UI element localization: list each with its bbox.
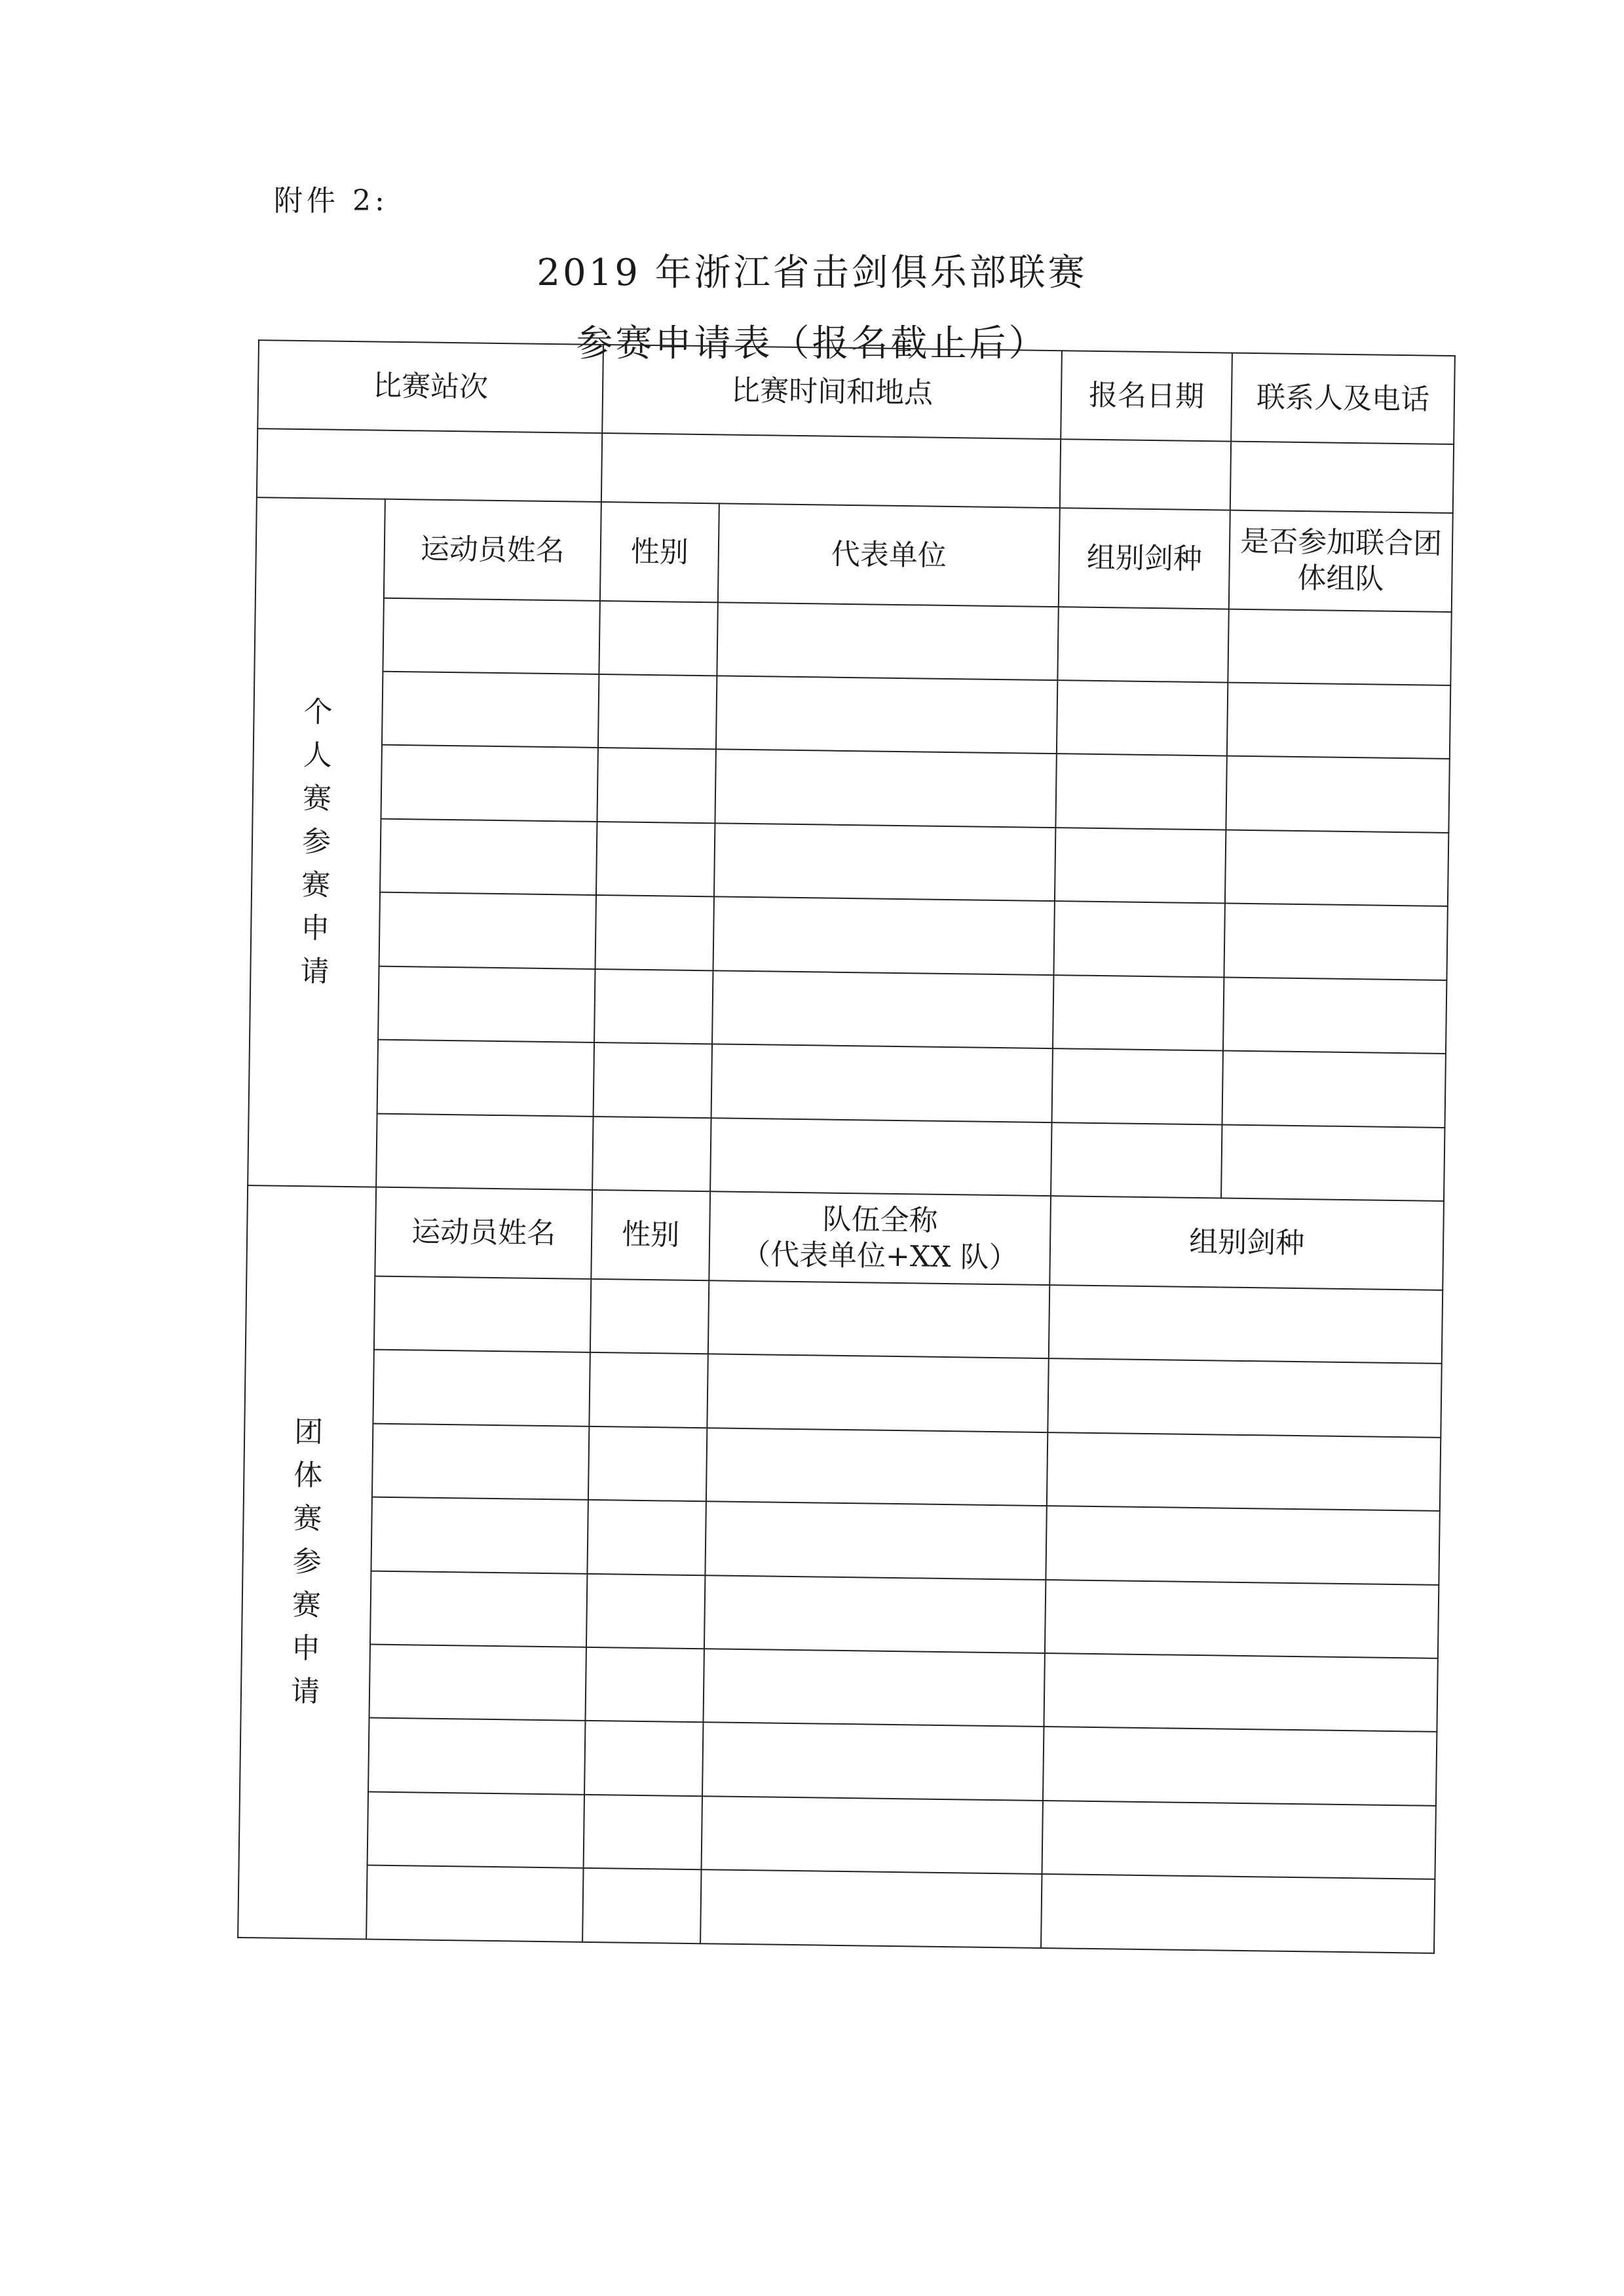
ind-joint-team-cell[interactable] <box>1225 830 1448 906</box>
team-name-cell[interactable] <box>366 1866 583 1942</box>
time-place-header: 比赛时间和地点 <box>602 345 1062 440</box>
ind-gender-cell[interactable] <box>595 895 714 970</box>
ind-group-weapon-cell[interactable] <box>1057 607 1228 683</box>
ind-joint-team-cell[interactable] <box>1222 1051 1446 1128</box>
individual-section-text: 个人赛参赛申请 <box>300 695 333 989</box>
team-name-header: 运动员姓名 <box>375 1187 592 1279</box>
contact-header: 联系人及电话 <box>1231 353 1455 445</box>
ind-name-cell[interactable] <box>376 1113 593 1190</box>
team-gender-cell[interactable] <box>585 1647 704 1723</box>
team-group-weapon-cell[interactable] <box>1044 1653 1437 1732</box>
signup-date-cell[interactable] <box>1060 440 1231 510</box>
ind-gender-cell[interactable] <box>594 1043 712 1118</box>
team-group-weapon-cell[interactable] <box>1045 1580 1439 1658</box>
team-gender-cell[interactable] <box>587 1500 706 1575</box>
team-name-cell[interactable] <box>371 1497 588 1574</box>
team-gender-header <box>591 1190 710 1280</box>
ind-group-weapon-cell[interactable] <box>1053 975 1224 1051</box>
team-gender-cell[interactable] <box>582 1868 701 1943</box>
ind-joint-team-cell[interactable] <box>1227 683 1450 759</box>
form-title: 2019 年浙江省击剑俱乐部联赛 <box>537 252 1087 294</box>
team-gender-cell[interactable] <box>588 1426 707 1501</box>
team-fullname-line1: 队伍全称 <box>822 1202 938 1238</box>
team-fullname-cell[interactable] <box>705 1501 1046 1579</box>
team-gender-cell[interactable] <box>586 1573 705 1649</box>
individual-section-label <box>248 497 385 1187</box>
team-fullname-cell[interactable] <box>704 1575 1046 1653</box>
ind-joint-team-cell[interactable] <box>1228 609 1451 685</box>
team-group-weapon-header: 组别剑种 <box>1049 1196 1444 1290</box>
team-entry-row <box>238 1864 1435 1953</box>
registration-form-table <box>237 339 1456 1954</box>
team-fullname-cell[interactable] <box>702 1723 1044 1801</box>
ind-joint-team-cell[interactable] <box>1221 1124 1445 1201</box>
ind-group-weapon-cell[interactable] <box>1057 680 1228 756</box>
team-name-cell[interactable] <box>372 1423 589 1500</box>
ind-joint-team-cell[interactable] <box>1223 977 1446 1054</box>
top-header-row <box>257 340 1455 444</box>
ind-group-weapon-cell[interactable] <box>1052 1048 1223 1124</box>
team-group-weapon-cell[interactable] <box>1048 1358 1441 1437</box>
ind-group-weapon-cell[interactable] <box>1055 828 1226 904</box>
ind-unit-cell[interactable] <box>713 897 1055 975</box>
team-group-weapon-cell[interactable] <box>1047 1432 1441 1511</box>
ind-group-weapon-header: 组别剑种 <box>1059 508 1230 609</box>
team-section-label <box>238 1185 376 1939</box>
team-name-cell[interactable] <box>368 1718 585 1795</box>
time-place-cell[interactable] <box>601 433 1061 507</box>
ind-joint-team-cell[interactable] <box>1224 904 1447 980</box>
team-header-row <box>246 1185 1444 1290</box>
ind-gender-cell[interactable] <box>599 601 717 676</box>
ind-unit-cell[interactable] <box>716 676 1057 754</box>
ind-name-cell[interactable] <box>382 672 599 748</box>
station-header: 比赛站次 <box>257 340 603 433</box>
team-group-weapon-cell[interactable] <box>1043 1727 1437 1805</box>
team-name-cell[interactable] <box>370 1571 587 1647</box>
team-group-weapon-cell[interactable] <box>1046 1506 1439 1584</box>
team-group-weapon-cell[interactable] <box>1042 1801 1436 1879</box>
attachment-label: 附件 2: <box>274 184 388 218</box>
ind-name-header: 运动员姓名 <box>384 499 601 600</box>
ind-gender-cell[interactable] <box>597 748 715 823</box>
contact-cell[interactable] <box>1230 442 1454 513</box>
ind-joint-team-header: 是否参加联合团体组队 <box>1229 510 1453 611</box>
team-name-cell[interactable] <box>368 1791 584 1868</box>
ind-name-cell[interactable] <box>377 1040 594 1117</box>
ind-group-weapon-cell[interactable] <box>1053 902 1224 978</box>
team-gender-cell[interactable] <box>584 1721 703 1796</box>
ind-gender-cell[interactable] <box>594 969 713 1044</box>
ind-gender-cell[interactable] <box>596 822 715 897</box>
team-gender-cell[interactable] <box>584 1795 702 1870</box>
ind-group-weapon-cell[interactable] <box>1051 1122 1222 1198</box>
ind-unit-cell[interactable] <box>711 1044 1053 1122</box>
ind-gender-cell[interactable] <box>598 674 717 750</box>
ind-group-weapon-cell[interactable] <box>1055 754 1226 830</box>
team-group-weapon-cell[interactable] <box>1049 1285 1443 1364</box>
team-name-cell[interactable] <box>373 1350 590 1426</box>
ind-unit-cell[interactable] <box>712 970 1053 1048</box>
team-fullname-header <box>709 1192 1051 1285</box>
ind-unit-cell[interactable] <box>714 823 1055 901</box>
team-fullname-cell[interactable] <box>700 1870 1042 1948</box>
ind-name-cell[interactable] <box>383 598 599 674</box>
team-name-cell[interactable] <box>369 1645 586 1721</box>
team-fullname-cell[interactable] <box>706 1428 1048 1506</box>
team-section-text: 团体赛参赛申请 <box>290 1415 324 1709</box>
ind-unit-cell[interactable] <box>717 602 1058 680</box>
ind-gender-cell[interactable] <box>592 1117 711 1192</box>
team-group-weapon-cell[interactable] <box>1041 1874 1435 1953</box>
team-gender-cell[interactable] <box>590 1279 709 1354</box>
team-fullname-cell[interactable] <box>703 1649 1044 1727</box>
team-fullname-cell[interactable] <box>708 1280 1049 1358</box>
signup-date-header: 报名日期 <box>1061 351 1232 442</box>
individual-header-row <box>255 497 1453 612</box>
team-gender-cell[interactable] <box>589 1352 708 1428</box>
ind-name-cell[interactable] <box>380 819 597 896</box>
ind-name-cell[interactable] <box>381 745 597 822</box>
ind-unit-cell[interactable] <box>710 1118 1051 1196</box>
team-fullname-line2: （代表单位+XX 队） <box>741 1237 1018 1275</box>
ind-name-cell[interactable] <box>379 892 596 969</box>
ind-joint-team-cell[interactable] <box>1226 756 1449 833</box>
team-name-cell[interactable] <box>374 1276 591 1352</box>
team-fullname-cell[interactable] <box>707 1354 1048 1432</box>
ind-unit-header: 代表单位 <box>718 503 1060 607</box>
ind-unit-cell[interactable] <box>715 750 1056 828</box>
ind-gender-header: 性别 <box>600 502 719 602</box>
form-subtitle: 参赛申请表（报名截止后） <box>576 322 1048 365</box>
station-cell[interactable] <box>257 429 602 502</box>
team-gender-header-text: 性别 <box>621 1217 680 1253</box>
team-fullname-cell[interactable] <box>702 1796 1043 1874</box>
ind-name-cell[interactable] <box>378 966 595 1043</box>
